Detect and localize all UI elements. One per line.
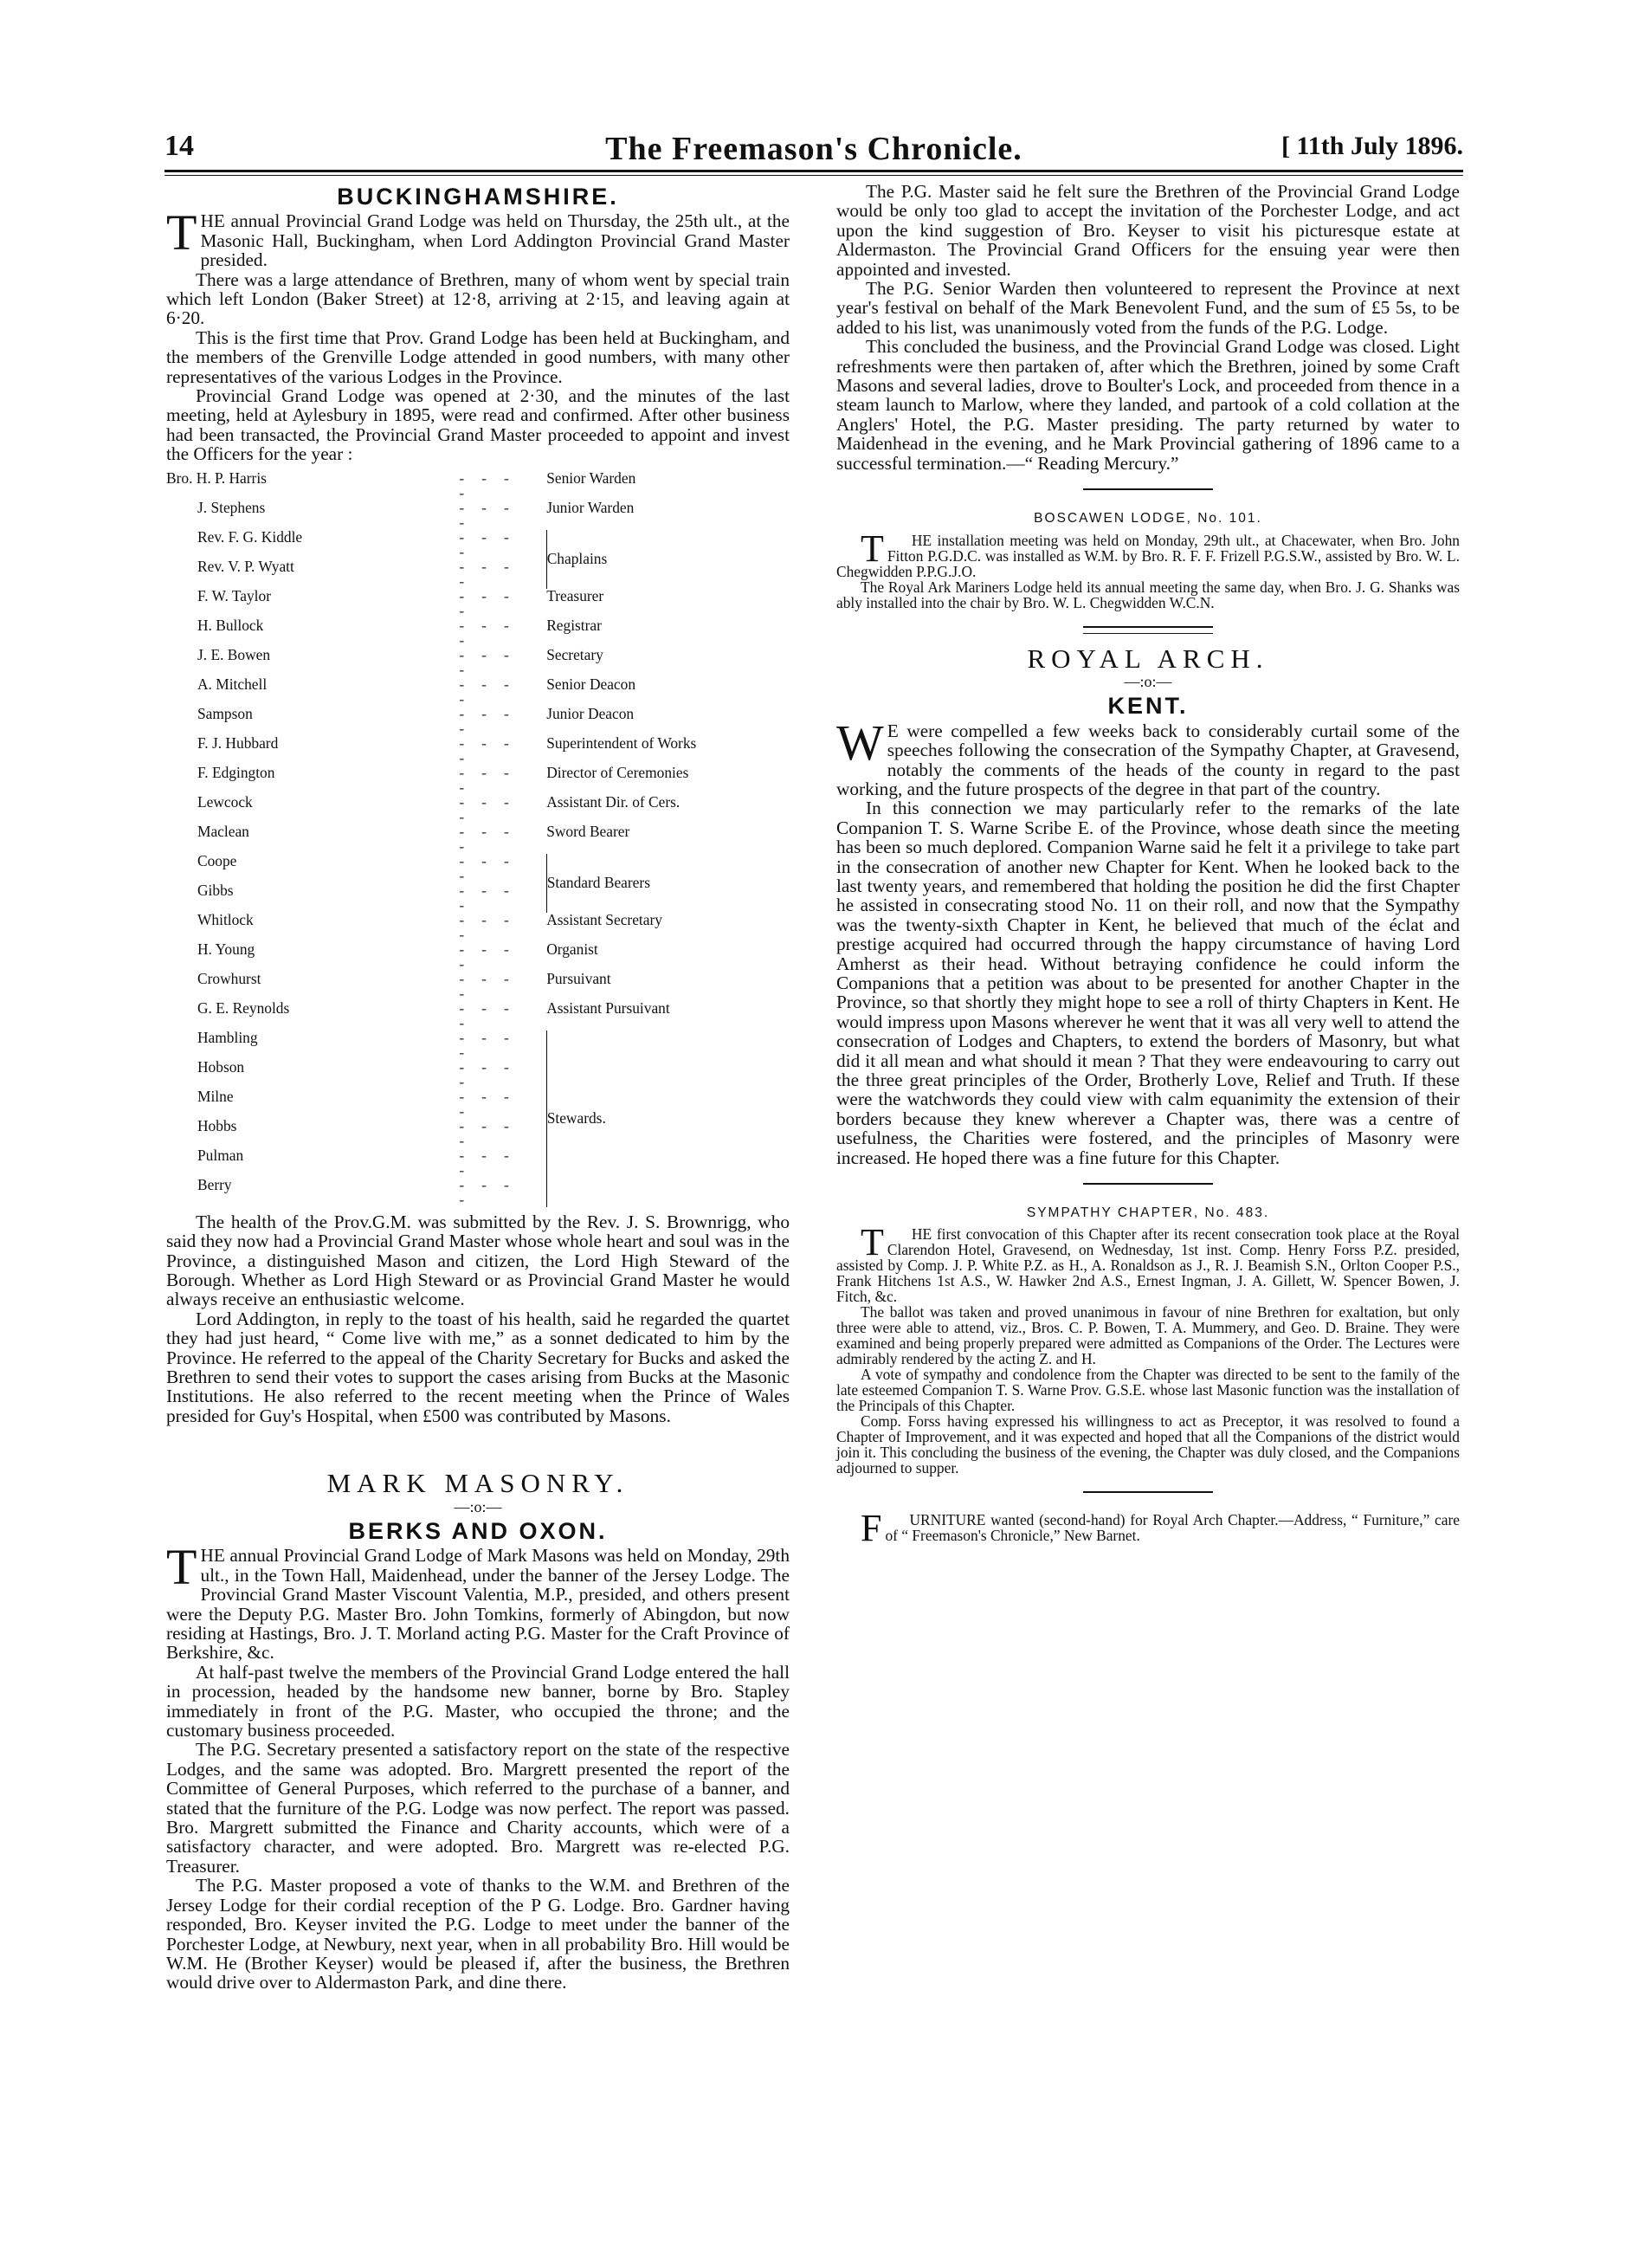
officer-row: Lewcock ---- Assistant Dir. of Cers. bbox=[197, 792, 681, 825]
header-rule bbox=[164, 170, 1463, 172]
paragraph: In this connection we may particularly refer to the remarks of the late Companion T. S. Warne Scribe E. of the Province, whose death since the meeting has been so much deplored. Companion Warne said he felt it a privilege to take part in the consecration of another new Chapter for Kent. When he looked back to the last twenty years, and remembered that holding the position he did the first Chapter he assisted in consecrating stood No. 11 on their roll, and now that the Sympathy was the twenty-sixth Chapter in Kent, he believed that much of the éclat and prestige acquired had occurred through the happy circumstance of having Lord Amherst as their head. Without betraying confidence he could inform the Companions that a petition was about to be presented for another Chapter in the Province, so that shortly they might hope to see a roll of thirty Chapters in Kent. He would impress upon Masons wherever he went that it was all very well to attend the consecration of Lodges and Chapters, to extend the borders of Masonry, but what did it all mean and what should it mean ? That they were endeavouring to carry out the three great principles of the Order, Brotherly Love, Relief and Truth. If these were the watchwords they could view with calm equanimity the extension of their borders because they knew wherever a Chapter was, there was a centre of usefulness, the Charities were fostered, and the principles of Masonry were increased. He hoped there was a fine future for this Chapter. bbox=[836, 798, 1460, 1168]
header-rule-thin bbox=[164, 175, 1463, 176]
drop-cap: T bbox=[166, 204, 197, 262]
section-divider bbox=[1083, 488, 1213, 490]
section-divider bbox=[1083, 626, 1213, 628]
section-heading-buckinghamshire: BUCKINGHAMSHIRE. bbox=[337, 184, 619, 210]
officer-row: Pulman ---- bbox=[197, 1146, 526, 1179]
officer-row: H. Bullock ---- Registrar bbox=[197, 616, 602, 649]
subheading-kent: KENT. bbox=[1107, 693, 1189, 720]
paragraph: THE annual Provincial Grand Lodge was held on Thursday, the 25th ult., at the Masonic Hall, Buckingham, when Lord Addington Provincial Grand Master presided. bbox=[166, 204, 790, 271]
paragraph: The health of the Prov.G.M. was submitted by the Rev. J. S. Brownrigg, who said they now had a Provincial Grand Master whose whole heart and soul was in the Province, a distinguished Mason and citizen, the Lord High Steward of the Borough. Whether as Lord High Steward or as Provincial Grand Master he would always receive an enthusiastic welcome. bbox=[166, 1211, 790, 1310]
officer-row: Rev. F. G. Kiddle ---- Chaplains bbox=[166, 530, 790, 559]
heading-boscawen-lodge: BOSCAWEN LODGE, No. 101. bbox=[1034, 511, 1262, 527]
officer-row: Crowhurst ---- Pursuivant bbox=[197, 969, 611, 1002]
paragraph: The ballot was taken and proved unanimous in favour of nine Brethren for exaltation, but only three were able to attend, viz., Bros. C. P. Bowen, T. A. Mummery, and Geo. D. Braine. They were examined and being properly prepared were admitted as Companions of the Order. The Lectures were admirably rendered by the acting Z. and H. bbox=[836, 1303, 1460, 1368]
officer-row: F. J. Hubbard ---- Superintendent of Works bbox=[197, 733, 697, 766]
officer-row: Hobbs ---- bbox=[197, 1116, 526, 1149]
officer-row: A. Mitchell ---- Senior Deacon bbox=[197, 675, 636, 708]
officer-row: Gibbs ---- bbox=[197, 881, 526, 914]
paragraph: Provincial Grand Lodge was opened at 2·30, and the minutes of the last meeting, held at Aylesbury in 1895, were read and confirmed. After other business had been transacted, the Provincial Grand Master proceeded to appoint and invest the Officers for the year : bbox=[166, 385, 790, 465]
boscawen-report bbox=[836, 527, 1460, 611]
page-header bbox=[164, 130, 1463, 173]
paragraph: The P.G. Senior Warden then volunteered to represent the Province at next year's festival on behalf of the Mark Benevolent Fund, and the sum of £5 5s, to be added to his list, was unanimously voted from the funds of the P.G. Lodge. bbox=[836, 278, 1460, 338]
officer-row: Bro. H. P. Harris ---- Senior Warden bbox=[166, 468, 636, 501]
officer-row: Whitlock ---- Assistant Secretary bbox=[197, 910, 662, 943]
officer-row: Hambling ---- Stewards. bbox=[166, 1031, 790, 1060]
paragraph: A vote of sympathy and condolence from the Chapter was directed to be sent to the family of the late esteemed Companion T. S. Warne Prov. G.S.E. whose last Masonic function was the installation of the Principals of this Chapter. bbox=[836, 1366, 1460, 1415]
left-column bbox=[166, 182, 790, 1993]
drop-cap: T bbox=[861, 1221, 884, 1264]
paragraph: There was a large attendance of Brethren, many of whom went by special train which left London (Baker Street) at 12·8, arriving at 2·15, and leaving again at 6·20. bbox=[166, 268, 790, 329]
drop-cap: W bbox=[836, 714, 884, 771]
section-heading-mark-masonry: MARK MASONRY. bbox=[326, 1468, 629, 1499]
subheading-berks-oxon: BERKS AND OXON. bbox=[348, 1517, 608, 1544]
ornament-separator: —:o:— bbox=[454, 1497, 502, 1515]
paragraph: F URNITURE wanted (second-hand) for Royal Arch Chapter.—Address, “ Furniture,” care of “ Freemason's Chronicle,” New Barnet. bbox=[836, 1512, 1460, 1543]
section-heading-royal-arch: ROYAL ARCH. bbox=[1027, 643, 1269, 674]
paragraph: At half-past twelve the members of the Provincial Grand Lodge entered the hall in procession, headed by the handsome new banner, borne by Bro. Stapley immediately in front of the P.G. Master, who occupied the throne; and the customary business proceeded. bbox=[166, 1661, 790, 1741]
furniture-advert bbox=[836, 1507, 1460, 1550]
section-divider bbox=[1083, 1491, 1213, 1493]
paragraph: T HE first convocation of this Chapter after its recent consecration took place at the Royal Clarendon Hotel, Gravesend, on Wednesday, 1st inst. Comp. Henry Forss P.Z. presided, assisted by Comp. J. P. White P.Z. as H., A. Ronaldson as J., R. J. Beamish S.N., Orlton Cooper P.S., Frank Hitchens 1st A.S., W. Hawker 2nd A.S., Ernest Ingman, J. A. Gillett, W. Spencer Bowen, J. Fitch, &c. bbox=[836, 1221, 1460, 1306]
officers-table bbox=[166, 468, 790, 1208]
ornament-separator: —:o:— bbox=[1124, 672, 1172, 690]
officer-row: Berry ---- bbox=[197, 1175, 526, 1208]
sympathy-report bbox=[836, 1221, 1460, 1477]
officer-row: Maclean ---- Sword Bearer bbox=[197, 822, 630, 855]
officer-row: F. W. Taylor ---- Treasurer bbox=[197, 586, 604, 619]
officer-row: Coope ---- Standard Bearers bbox=[166, 854, 790, 883]
officer-row: Hobson ---- bbox=[197, 1057, 526, 1090]
officer-row: J. Stephens ---- Junior Warden bbox=[197, 498, 635, 531]
officer-row: H. Young ---- Organist bbox=[197, 940, 598, 972]
paragraph: This is the first time that Prov. Grand Lodge has been held at Buckingham, and the members of the Grenville Lodge attended in good numbers, with many other representatives of the various Lodges in the Province. bbox=[166, 326, 790, 387]
officer-row: F. Edgington ---- Director of Ceremonies bbox=[197, 763, 689, 796]
officer-row: Sampson ---- Junior Deacon bbox=[197, 704, 635, 737]
paragraph: The P.G. Master proposed a vote of thanks to the W.M. and Brethren of the Jersey Lodge for their cordial reception of the P G. Lodge. Bro. Gardner having responded, Bro. Keyser invited the P.G. Lodge to meet under the banner of the Porchester Lodge, at Newbury, next year, when in all probability Bro. Hill would be W.M. He (Brother Keyser) would be pleased if, after the business, the Brethren would drive over to Aldermaston Park, and dine there. bbox=[166, 1875, 790, 1993]
paragraph: W E were compelled a few weeks back to considerably curtail some of the speeches following the consecration of the Sympathy Chapter, at Gravesend, notably the comments of the heads of the county in regard to the past working, and the future prospects of the degree in that part of the country. bbox=[836, 714, 1460, 799]
paragraph: THE annual Provincial Grand Lodge of Mark Masons was held on Monday, 29th ult., in the Town Hall, Maidenhead, under the banner of the Jersey Lodge. The Provincial Grand Master Viscount Valentia, M.P., presided, and others present were the Deputy P.G. Master Bro. John Tomkins, formerly of Abingdon, but now residing at Hastings, Bro. J. T. Morland acting P.G. Master for the Craft Province of Berkshire, &c. bbox=[166, 1539, 790, 1664]
paragraph: T HE installation meeting was held on Monday, 29th ult., at Chacewater, when Bro. John Fitton P.G.D.C. was installed as W.M. by Bro. R. F. F. Frizell P.G.S.W., assisted by Bro. W. L. Chegwidden P.P.G.J.O. bbox=[836, 527, 1460, 580]
officer-row: Rev. V. P. Wyatt ---- bbox=[197, 557, 526, 590]
masthead-title: The Freemason's Chronicle. bbox=[605, 131, 1022, 167]
page-number: 14 bbox=[164, 130, 194, 162]
drop-cap: F bbox=[861, 1507, 882, 1550]
paragraph: The Royal Ark Mariners Lodge held its annual meeting the same day, when Bro. J. G. Shanks was ably installed into the chair by Bro. W. L. Chegwidden W.C.N. bbox=[836, 578, 1460, 611]
officer-row: G. E. Reynolds ---- Assistant Pursuivant bbox=[197, 998, 670, 1031]
heading-sympathy-chapter: SYMPATHY CHAPTER, No. 483. bbox=[1026, 1205, 1270, 1221]
paragraph: The P.G. Secretary presented a satisfactory report on the state of the respective Lodges, and the same was adopted. Bro. Margrett presented the report of the Committee of General Purposes, which referred to the purchase of a banner, and stated that the furniture of the P.G. Lodge was now perfect. The report was passed. Bro. Margrett submitted the Finance and Charity accounts, which were of a satisfactory character, and were adopted. Bro. Margrett was re-elected P.G. Treasurer. bbox=[166, 1739, 790, 1877]
issue-date: [ 11th July 1896. bbox=[1280, 132, 1463, 160]
right-column bbox=[836, 181, 1460, 1550]
drop-cap: T bbox=[166, 1539, 197, 1596]
paragraph: The P.G. Master said he felt sure the Brethren of the Provincial Grand Lodge would be only too glad to accept the invitation of the Porchester Lodge, and act upon the kind suggestion of Bro. Keyser to visit his picturesque estate at Aldermaston. The Provincial Grand Officers for the ensuing year were then appointed and invested. bbox=[836, 181, 1460, 280]
officer-row: Milne ---- bbox=[197, 1087, 526, 1120]
drop-cap: T bbox=[861, 527, 884, 570]
section-divider bbox=[1083, 1183, 1213, 1185]
officer-row: J. E. Bowen ---- Secretary bbox=[197, 645, 603, 678]
paragraph: Comp. Forss having expressed his willingness to act as Preceptor, it was resolved to found a Chapter of Improvement, and it was expected and hoped that all the Companions of the district would join it. This concluding the business of the evening, the Chapter was duly closed, and the Companions adjourned to supper. bbox=[836, 1412, 1460, 1477]
paragraph: Lord Addington, in reply to the toast of his health, said he regarded the quartet they had just heard, “ Come live with me,” as a sonnet dedicated to him by the Province. He referred to the appeal of the Charity Secretary for Bucks and asked the Brethren to send their votes to support the cases arising from Bucks at the Masonic Institutions. He also referred to the recent meeting when the Prince of Wales presided for Guy's Hospital, when £500 was contributed by Masons. bbox=[166, 1308, 790, 1426]
paragraph: This concluded the business, and the Provincial Grand Lodge was closed. Light refreshments were then partaken of, after which the Brethren, joined by some Craft Masons and several ladies, drove to Boulter's Lock, and proceeded from thence in a steam launch to Marlow, where they landed, and partook of a cold collation at the Anglers' Hotel, the P.G. Master presiding. The party returned by water to Maidenhead in the evening, and he Mark Provincial gathering of 1896 came to a successful termination.—“ Reading Mercury.” bbox=[836, 336, 1460, 474]
section-divider-thin bbox=[1083, 633, 1213, 634]
